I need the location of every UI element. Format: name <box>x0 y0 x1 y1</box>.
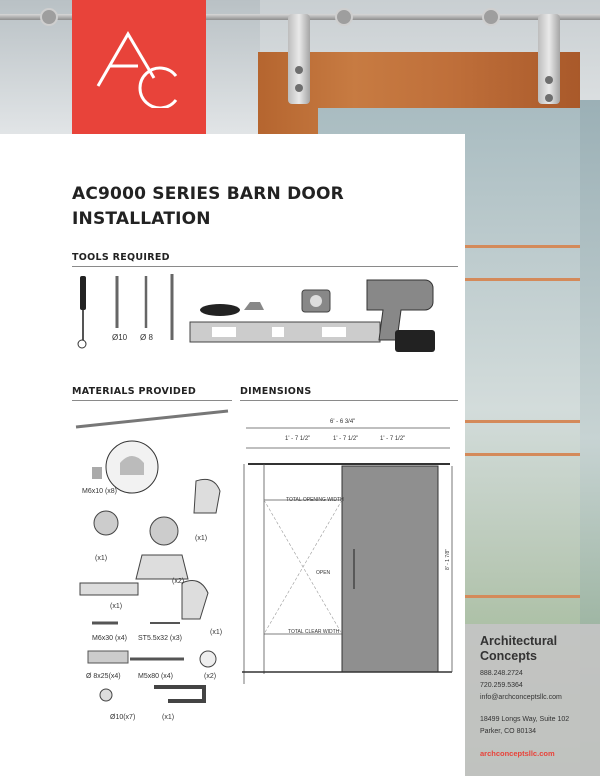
section-dimensions-label: DIMENSIONS <box>240 386 312 397</box>
website-link[interactable]: archconceptsllc.com <box>480 749 555 758</box>
page-title: AC9000 SERIES BARN DOOR INSTALLATION <box>72 184 344 229</box>
section-rule <box>240 400 458 401</box>
phone-1: 888.248.2724 <box>480 670 523 677</box>
label-cap-qty: (x2) <box>204 673 217 680</box>
label-stop-qty: (x2) <box>172 578 185 585</box>
label-m6x10: M6x10 (x8) <box>82 488 118 495</box>
section-materials-label: MATERIALS PROVIDED <box>72 386 197 397</box>
label-plate-qty: (x1) <box>110 603 123 610</box>
dim-spacing-2: 1' - 7 1/2" <box>333 436 359 442</box>
email: info@archconceptsllc.com <box>480 694 562 701</box>
hanger <box>288 14 310 104</box>
phone-2: 720.259.5364 <box>480 682 523 689</box>
hanger <box>538 14 560 104</box>
label-washer: Ø10(x7) <box>110 714 136 721</box>
dim-open: OPEN <box>316 570 331 576</box>
label-anchor: Ø 8x25(x4) <box>86 673 121 680</box>
section-tools-label: TOOLS REQUIRED <box>72 252 170 263</box>
label-hanger-qty: (x1) <box>210 629 223 636</box>
ac-logo-mark <box>94 28 184 108</box>
tool-label-bit-8: Ø 8 <box>140 333 153 342</box>
label-bracket-qty: (x1) <box>195 535 208 542</box>
tool-label-bit-10: Ø10 <box>112 333 128 342</box>
label-m5x80: M5x80 (x4) <box>138 673 174 680</box>
company-name <box>480 634 557 664</box>
label-disc-qty: (x1) <box>95 555 108 562</box>
label-st5: ST5.5x32 (x3) <box>138 635 182 642</box>
company-name-line2: Concepts <box>480 649 537 663</box>
address-line-1: 18499 Longs Way, Suite 102 <box>480 716 570 723</box>
contact-panel <box>465 624 600 776</box>
rail-bolt <box>482 8 500 26</box>
section-rule <box>72 400 232 401</box>
logo <box>72 0 206 134</box>
rail-bolt <box>40 8 58 26</box>
company-name-line1: Architectural <box>480 634 558 648</box>
dimensions-drawing <box>238 404 462 694</box>
dim-spacing-3: 1' - 7 1/2" <box>380 436 406 442</box>
rail-bolt <box>335 8 353 26</box>
section-rule <box>72 266 458 267</box>
dim-total-opening-width: TOTAL OPENING WIDTH <box>286 497 344 503</box>
label-wrench-qty: (x1) <box>162 714 175 721</box>
label-m6x30: M6x30 (x4) <box>92 635 128 642</box>
dim-total-clear-width: TOTAL CLEAR WIDTH <box>288 629 340 635</box>
dim-overall-width: 6' - 6 3/4" <box>330 419 356 425</box>
address-line-2: Parker, CO 80134 <box>480 728 537 735</box>
dim-height: 8' - 1 7/8" <box>445 548 451 570</box>
dim-spacing-1: 1' - 7 1/2" <box>285 436 311 442</box>
tools-illustration <box>72 270 462 360</box>
